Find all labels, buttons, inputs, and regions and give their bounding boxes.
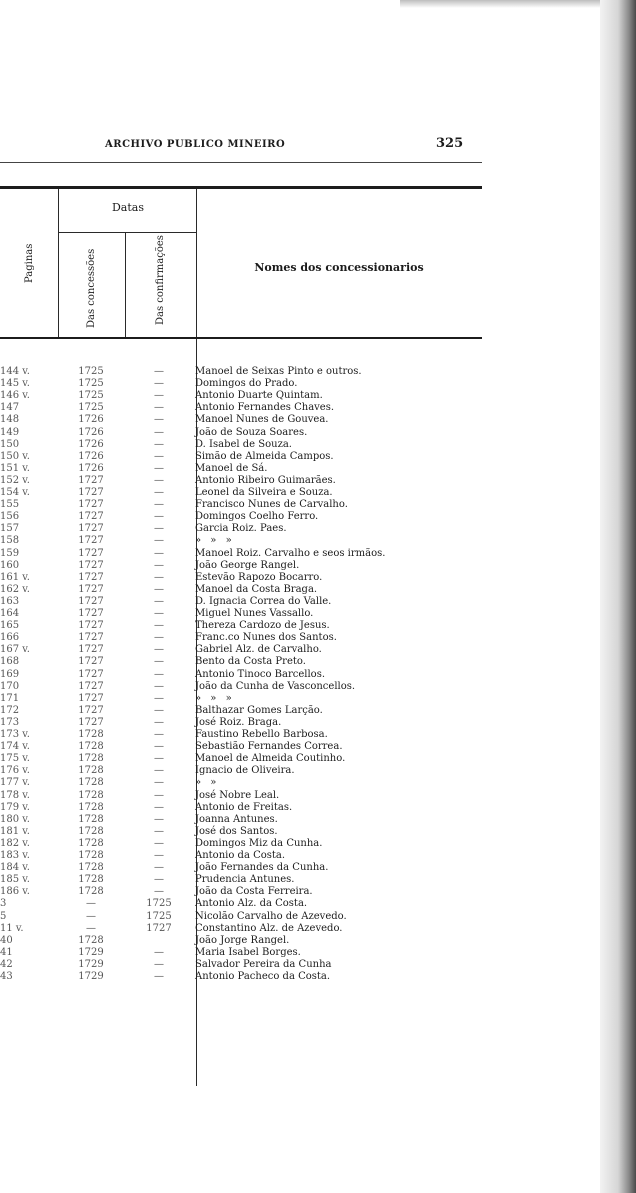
row-pagina: 41 — [0, 946, 13, 958]
page-number: 325 — [436, 136, 464, 151]
row-data-concessao: — — [86, 910, 96, 922]
row-nome: Constantino Alz. de Azevedo. — [195, 922, 343, 934]
table-row — [0, 572, 480, 583]
row-data-confirmacao: 1725 — [146, 910, 172, 922]
table-row — [0, 620, 480, 631]
header-paginas: Paginas — [24, 243, 35, 283]
row-data-confirmacao: — — [154, 716, 164, 728]
row-nome: Salvador Pereira da Cunha — [195, 958, 332, 970]
row-data-confirmacao: 1727 — [146, 922, 172, 934]
table-row — [0, 584, 480, 595]
row-nome: Franc.co Nunes dos Santos. — [195, 632, 337, 644]
header-bottom-rule — [0, 337, 482, 339]
column-divider-paginas — [58, 189, 59, 337]
header-datas: Datas — [111, 201, 144, 214]
row-nome: D. Ignacia Correa do Valle. — [195, 595, 332, 607]
row-data-confirmacao: — — [154, 850, 164, 861]
row-data-concessao: 1728 — [78, 801, 104, 813]
row-nome: Prudencia Antunes. — [195, 874, 295, 886]
row-nome: Antonio Alz. da Costa. — [195, 898, 308, 910]
table-row — [0, 777, 480, 788]
row-data-confirmacao: — — [154, 813, 164, 825]
row-data-confirmacao: — — [154, 511, 164, 523]
table-row — [0, 427, 480, 438]
row-nome: Leonel da Silveira e Souza. — [195, 487, 333, 498]
header-das-concessoes: Das concessões — [86, 248, 97, 328]
row-nome: Domingos do Prado. — [195, 378, 298, 390]
row-pagina: 170 — [0, 680, 20, 692]
row-data-concessao: 1727 — [78, 656, 104, 668]
table-row — [0, 850, 480, 861]
row-data-confirmacao: — — [154, 837, 164, 849]
row-data-concessao: 1726 — [78, 438, 104, 450]
row-data-confirmacao: — — [154, 971, 164, 982]
row-pagina: 157 — [0, 523, 20, 535]
table-row — [0, 366, 480, 377]
row-data-concessao: 1728 — [78, 862, 104, 874]
table-row — [0, 439, 480, 450]
header-rule-thin — [0, 162, 482, 163]
row-pagina: 42 — [0, 958, 13, 970]
row-data-concessao: 1727 — [78, 487, 104, 498]
row-nome: José Nobre Leal. — [195, 789, 280, 801]
table-row — [0, 414, 480, 425]
table-row — [0, 814, 480, 825]
running-title: ARCHIVO PUBLICO MINEIRO — [105, 139, 286, 150]
table-row — [0, 548, 480, 559]
row-pagina: 146 v. — [0, 390, 30, 402]
row-data-concessao: 1727 — [78, 583, 104, 595]
row-pagina: 158 — [0, 535, 20, 547]
row-data-confirmacao: — — [154, 680, 164, 692]
row-nome: Bento da Costa Preto. — [195, 656, 306, 668]
row-pagina: 176 v. — [0, 765, 30, 777]
table-row — [0, 608, 480, 619]
row-data-confirmacao: 1725 — [146, 898, 172, 910]
row-data-concessao: 1728 — [78, 753, 104, 765]
table-row — [0, 898, 480, 909]
row-data-confirmacao: — — [154, 741, 164, 753]
table-row — [0, 741, 480, 752]
row-data-concessao: 1728 — [78, 874, 104, 886]
row-pagina: 148 — [0, 414, 20, 426]
row-pagina: 185 v. — [0, 874, 30, 886]
row-nome: João George Rangel. — [195, 559, 300, 571]
row-data-concessao: 1728 — [78, 837, 104, 849]
table-row — [0, 390, 480, 401]
row-nome: Garcia Roiz. Paes. — [195, 523, 287, 535]
row-pagina: 184 v. — [0, 862, 30, 874]
header-das-confirmacoes: Das confirmações — [155, 235, 166, 325]
row-data-concessao: 1727 — [78, 620, 104, 632]
row-data-confirmacao: — — [154, 608, 164, 619]
row-data-concessao: 1727 — [78, 595, 104, 607]
table-row — [0, 487, 480, 498]
row-pagina: 162 v. — [0, 583, 30, 595]
table-row — [0, 681, 480, 692]
row-data-confirmacao: — — [154, 946, 164, 958]
row-nome: Domingos Miz da Cunha. — [195, 837, 323, 849]
table-row — [0, 560, 480, 571]
row-pagina: 169 — [0, 668, 20, 680]
row-nome: Balthazar Gomes Larção. — [195, 704, 323, 716]
row-pagina: 174 v. — [0, 741, 30, 753]
row-data-confirmacao: — — [154, 765, 164, 777]
row-data-confirmacao: — — [154, 438, 164, 450]
row-data-concessao: — — [86, 898, 96, 910]
row-pagina: 156 — [0, 511, 20, 523]
table-row — [0, 826, 480, 837]
row-pagina: 160 — [0, 559, 20, 571]
row-data-concessao: 1727 — [78, 547, 104, 559]
row-data-concessao: 1727 — [78, 692, 104, 704]
row-data-confirmacao: — — [154, 583, 164, 595]
row-nome: Antonio Tinoco Barcellos. — [195, 668, 326, 680]
row-pagina: 3 — [0, 898, 7, 910]
row-data-confirmacao: — — [154, 571, 164, 583]
table-row — [0, 632, 480, 643]
row-pagina: 168 — [0, 656, 20, 668]
row-data-confirmacao: — — [154, 366, 164, 377]
row-data-concessao: 1729 — [78, 958, 104, 970]
table-row — [0, 475, 480, 486]
row-data-concessao: 1727 — [78, 571, 104, 583]
page-edge-right — [600, 0, 636, 1193]
row-pagina: 5 — [0, 910, 7, 922]
row-pagina: 147 — [0, 402, 20, 414]
row-data-confirmacao: — — [154, 958, 164, 970]
row-pagina: 178 v. — [0, 789, 30, 801]
table-row — [0, 838, 480, 849]
row-pagina: 180 v. — [0, 813, 30, 825]
row-data-confirmacao: — — [154, 390, 164, 402]
row-pagina: 166 — [0, 632, 20, 644]
table-row — [0, 947, 480, 958]
row-data-confirmacao: — — [154, 499, 164, 511]
row-pagina: 150 — [0, 438, 20, 450]
row-data-confirmacao: — — [154, 862, 164, 874]
table-row — [0, 959, 480, 970]
row-pagina: 155 — [0, 499, 20, 511]
row-data-confirmacao: — — [154, 668, 164, 680]
row-data-confirmacao: — — [154, 620, 164, 632]
row-nome: » » — [195, 777, 220, 789]
table-row — [0, 717, 480, 728]
column-divider-datas — [125, 233, 126, 337]
row-pagina: 179 v. — [0, 801, 30, 813]
row-pagina: 172 — [0, 704, 20, 716]
row-data-confirmacao: — — [154, 523, 164, 535]
row-pagina: 175 v. — [0, 753, 30, 765]
table-row — [0, 790, 480, 801]
row-data-concessao: — — [86, 922, 96, 934]
row-nome: Manoel Nunes de Gouvea. — [195, 414, 329, 426]
table-row — [0, 693, 480, 704]
row-nome: Manoel da Costa Braga. — [195, 583, 318, 595]
row-pagina: 173 — [0, 716, 20, 728]
table-row — [0, 923, 480, 934]
row-pagina: 171 — [0, 692, 20, 704]
table-row — [0, 656, 480, 667]
row-data-confirmacao: — — [154, 692, 164, 704]
row-data-confirmacao: — — [154, 487, 164, 498]
table-row — [0, 378, 480, 389]
row-data-concessao: 1727 — [78, 644, 104, 656]
row-nome: Francisco Nunes de Carvalho. — [195, 499, 348, 511]
row-pagina: 186 v. — [0, 886, 30, 898]
row-nome: João de Souza Soares. — [195, 426, 308, 438]
row-nome: Ignacio de Oliveira. — [195, 765, 295, 777]
row-data-confirmacao: — — [154, 874, 164, 886]
row-data-concessao: 1727 — [78, 499, 104, 511]
table-row — [0, 596, 480, 607]
row-pagina: 163 — [0, 595, 20, 607]
row-data-concessao: 1727 — [78, 632, 104, 644]
row-data-confirmacao: — — [154, 535, 164, 547]
row-data-concessao: 1728 — [78, 886, 104, 898]
row-pagina: 161 v. — [0, 571, 30, 583]
row-data-confirmacao: — — [154, 801, 164, 813]
row-nome: João da Cunha de Vasconcellos. — [195, 680, 356, 692]
row-nome: Joanna Antunes. — [195, 813, 278, 825]
row-nome: Simão de Almeida Campos. — [195, 450, 334, 462]
row-pagina: 159 — [0, 547, 20, 559]
row-data-concessao: 1728 — [78, 729, 104, 740]
row-data-confirmacao: — — [154, 632, 164, 644]
row-data-concessao: 1727 — [78, 511, 104, 523]
row-data-concessao: 1727 — [78, 535, 104, 547]
row-data-confirmacao: — — [154, 547, 164, 559]
row-pagina: 154 v. — [0, 487, 30, 498]
row-data-confirmacao: — — [154, 753, 164, 765]
table-row — [0, 402, 480, 413]
row-data-concessao: 1728 — [78, 934, 104, 946]
row-data-concessao: 1726 — [78, 414, 104, 426]
row-nome: José Roiz. Braga. — [195, 716, 282, 728]
row-data-confirmacao: — — [154, 559, 164, 571]
row-pagina: 183 v. — [0, 850, 30, 861]
row-pagina: 149 — [0, 426, 20, 438]
row-data-confirmacao: — — [154, 474, 164, 486]
row-nome: Manoel de Sá. — [195, 462, 268, 474]
table-row — [0, 511, 480, 522]
row-data-confirmacao: — — [154, 644, 164, 656]
table-row — [0, 753, 480, 764]
row-data-concessao: 1727 — [78, 704, 104, 716]
row-data-concessao: 1728 — [78, 850, 104, 861]
row-data-concessao: 1725 — [78, 366, 104, 377]
row-data-concessao: 1725 — [78, 378, 104, 390]
row-nome: Domingos Coelho Ferro. — [195, 511, 319, 523]
row-nome: Antonio de Freitas. — [195, 801, 293, 813]
row-nome: Nicolão Carvalho de Azevedo. — [195, 910, 347, 922]
table-row — [0, 911, 480, 922]
table-row — [0, 862, 480, 873]
header-rule-thick — [0, 186, 482, 189]
row-data-concessao: 1729 — [78, 946, 104, 958]
row-nome: Faustino Rebello Barbosa. — [195, 729, 328, 740]
table-row — [0, 705, 480, 716]
row-nome: Miguel Nunes Vassallo. — [195, 608, 314, 619]
row-pagina: 182 v. — [0, 837, 30, 849]
row-data-concessao: 1727 — [78, 608, 104, 619]
row-data-concessao: 1726 — [78, 462, 104, 474]
table-row — [0, 463, 480, 474]
row-nome: Sebastião Fernandes Correa. — [195, 741, 343, 753]
row-pagina: 43 — [0, 971, 13, 982]
table-row — [0, 765, 480, 776]
row-data-confirmacao: — — [154, 426, 164, 438]
row-nome: João Fernandes da Cunha. — [195, 862, 329, 874]
row-pagina: 152 v. — [0, 474, 30, 486]
row-pagina: 151 v. — [0, 462, 30, 474]
row-data-confirmacao: — — [154, 825, 164, 837]
row-pagina: 181 v. — [0, 825, 30, 837]
row-data-concessao: 1728 — [78, 741, 104, 753]
row-data-confirmacao: — — [154, 729, 164, 740]
row-data-concessao: 1728 — [78, 813, 104, 825]
row-nome: Antonio Pacheco da Costa. — [195, 971, 331, 982]
row-data-concessao: 1727 — [78, 559, 104, 571]
row-data-concessao: 1728 — [78, 825, 104, 837]
row-nome: Manoel Roiz. Carvalho e seos irmãos. — [195, 547, 386, 559]
table-row — [0, 669, 480, 680]
row-data-concessao: 1726 — [78, 450, 104, 462]
row-data-confirmacao: — — [154, 789, 164, 801]
table-row — [0, 874, 480, 885]
row-nome: João da Costa Ferreira. — [195, 886, 313, 898]
row-pagina: 177 v. — [0, 777, 30, 789]
row-data-concessao: 1728 — [78, 789, 104, 801]
row-data-confirmacao: — — [154, 656, 164, 668]
row-nome: Antonio Fernandes Chaves. — [195, 402, 335, 414]
table-row — [0, 535, 480, 546]
row-data-concessao: 1729 — [78, 971, 104, 982]
row-pagina: 145 v. — [0, 378, 30, 390]
row-pagina: 165 — [0, 620, 20, 632]
row-data-confirmacao: — — [154, 704, 164, 716]
row-nome: José dos Santos. — [195, 825, 278, 837]
table-row — [0, 729, 480, 740]
row-nome: Antonio da Costa. — [195, 850, 286, 861]
row-data-confirmacao: — — [154, 886, 164, 898]
table-row — [0, 935, 480, 946]
row-nome: D. Isabel de Souza. — [195, 438, 292, 450]
table-row — [0, 644, 480, 655]
row-nome: Manoel de Seixas Pinto e outros. — [195, 366, 362, 377]
row-data-confirmacao: — — [154, 462, 164, 474]
table-row — [0, 523, 480, 534]
row-pagina: 40 — [0, 934, 13, 946]
row-data-confirmacao: — — [154, 378, 164, 390]
row-data-concessao: 1728 — [78, 777, 104, 789]
table-row — [0, 971, 480, 982]
row-nome: Manoel de Almeida Coutinho. — [195, 753, 346, 765]
row-nome: Estevão Rapozo Bocarro. — [195, 571, 323, 583]
row-nome: » » » — [195, 535, 235, 547]
row-data-concessao: 1727 — [78, 680, 104, 692]
row-nome: Gabriel Alz. de Carvalho. — [195, 644, 322, 656]
row-data-confirmacao: — — [154, 414, 164, 426]
row-pagina: 150 v. — [0, 450, 30, 462]
row-data-confirmacao: — — [154, 402, 164, 414]
row-data-concessao: 1726 — [78, 426, 104, 438]
row-nome: » » » — [195, 692, 235, 704]
row-data-concessao: 1725 — [78, 390, 104, 402]
row-nome: João Jorge Rangel. — [195, 934, 290, 946]
row-data-confirmacao: — — [154, 777, 164, 789]
row-nome: Antonio Ribeiro Guimarães. — [195, 474, 336, 486]
table-row — [0, 886, 480, 897]
table-row — [0, 802, 480, 813]
row-data-concessao: 1727 — [78, 668, 104, 680]
row-pagina: 167 v. — [0, 644, 30, 656]
row-pagina: 173 v. — [0, 729, 30, 740]
row-data-confirmacao: — — [154, 450, 164, 462]
table-row — [0, 451, 480, 462]
header-nomes: Nomes dos concessionarios — [254, 261, 424, 274]
row-data-concessao: 1728 — [78, 765, 104, 777]
row-nome: Antonio Duarte Quintam. — [195, 390, 323, 402]
row-nome: Thereza Cardozo de Jesus. — [195, 620, 330, 632]
row-nome: Maria Isabel Borges. — [195, 946, 301, 958]
table-row — [0, 499, 480, 510]
row-pagina: 144 v. — [0, 366, 30, 377]
row-data-concessao: 1727 — [78, 523, 104, 535]
row-data-concessao: 1727 — [78, 474, 104, 486]
row-pagina: 11 v. — [0, 922, 24, 934]
row-data-concessao: 1725 — [78, 402, 104, 414]
row-data-concessao: 1727 — [78, 716, 104, 728]
row-pagina: 164 — [0, 608, 20, 619]
row-data-confirmacao: — — [154, 595, 164, 607]
